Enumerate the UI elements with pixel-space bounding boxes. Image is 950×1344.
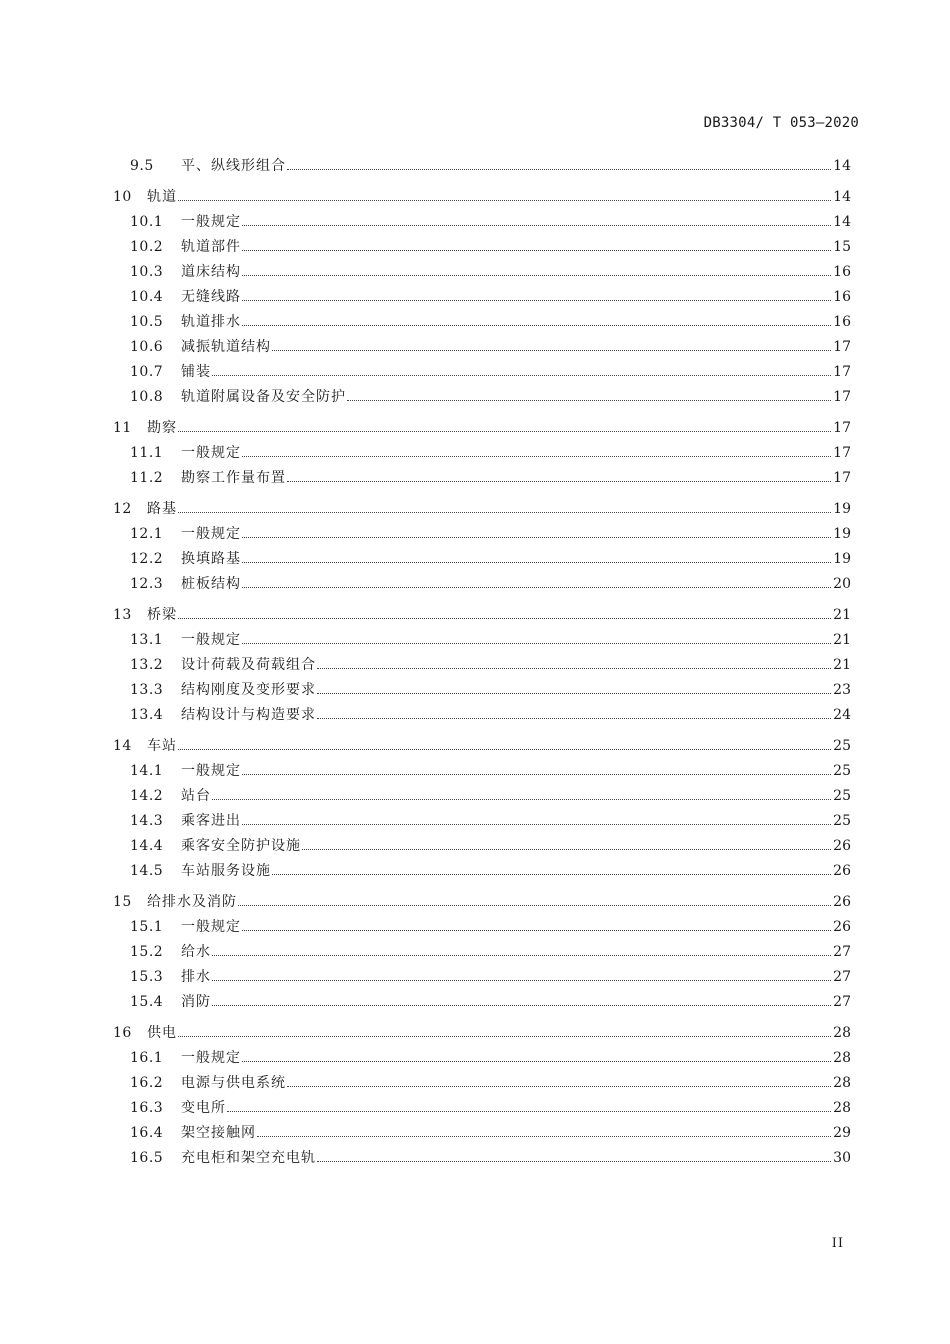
toc-entry-page: 26 (833, 838, 851, 854)
toc-entry-title: 一般规定 (181, 632, 241, 648)
toc-entry-page: 28 (833, 1075, 851, 1091)
page-number: II (831, 1236, 844, 1251)
toc-section-entry[interactable] (113, 1098, 851, 1123)
toc-section-entry[interactable] (113, 1048, 851, 1073)
dot-leader (272, 861, 831, 875)
toc-entry-page: 25 (833, 738, 851, 754)
toc-section-entry[interactable] (113, 836, 851, 861)
dot-leader (242, 1048, 831, 1062)
toc-section-entry[interactable] (113, 1073, 851, 1098)
dot-leader (257, 1123, 831, 1137)
toc-section-entry[interactable] (113, 1123, 851, 1148)
dot-leader (242, 287, 831, 301)
toc-entry-page: 23 (833, 682, 851, 698)
toc-entry-title: 车站 (147, 738, 177, 754)
toc-entry-page: 27 (833, 969, 851, 985)
toc-entry-number: 13.1 (130, 632, 164, 648)
toc-entry-title: 减振轨道结构 (181, 339, 271, 355)
toc-entry-page: 20 (833, 576, 851, 592)
toc-entry-number: 16.2 (130, 1075, 164, 1091)
toc-entry-title: 轨道附属设备及安全防护 (181, 389, 346, 405)
toc-entry-page: 17 (833, 420, 851, 436)
toc-section-entry[interactable] (113, 992, 851, 1017)
toc-entry-number: 10.5 (130, 314, 164, 330)
toc-chapter-entry[interactable] (113, 1023, 851, 1048)
dot-leader (317, 1148, 831, 1162)
toc-entry-number: 15.3 (130, 969, 164, 985)
dot-leader (212, 942, 831, 956)
toc-entry-number: 10 (113, 189, 132, 205)
toc-entry-title: 一般规定 (181, 445, 241, 461)
toc-section-entry[interactable] (113, 1148, 851, 1173)
toc-entry-page: 19 (833, 501, 851, 517)
dot-leader (242, 549, 831, 563)
dot-leader (302, 836, 831, 850)
toc-entry-title: 桥梁 (147, 607, 177, 623)
toc-entry-page: 28 (833, 1050, 851, 1066)
toc-entry-page: 16 (833, 314, 851, 330)
toc-entry-title: 设计荷载及荷载组合 (181, 657, 316, 673)
toc-entry-number: 10.7 (130, 364, 164, 380)
toc-section-entry[interactable] (113, 761, 851, 786)
toc-chapter-entry[interactable] (113, 892, 851, 917)
toc-entry-title: 电源与供电系统 (181, 1075, 286, 1091)
toc-entry-title: 勘察工作量布置 (181, 470, 286, 486)
dot-leader (317, 680, 831, 694)
toc-section-entry[interactable] (113, 574, 851, 599)
toc-entry-number: 14.3 (130, 813, 164, 829)
toc-entry-number: 11 (113, 420, 132, 436)
toc-entry-number: 13.2 (130, 657, 164, 673)
toc-entry-title: 无缝线路 (181, 289, 241, 305)
dot-leader (238, 892, 831, 906)
toc-entry-page: 16 (833, 264, 851, 280)
toc-entry-number: 13.4 (130, 707, 164, 723)
toc-entry-number: 16 (113, 1025, 132, 1041)
toc-entry-title: 架空接触网 (181, 1125, 256, 1141)
toc-entry-title: 路基 (147, 501, 177, 517)
toc-entry-number: 14 (113, 738, 132, 754)
toc-entry-number: 10.8 (130, 389, 164, 405)
toc-section-entry[interactable] (113, 337, 851, 362)
dot-leader (178, 499, 831, 513)
toc-entry-number: 16.4 (130, 1125, 164, 1141)
dot-leader (287, 468, 831, 482)
toc-entry-number: 14.1 (130, 763, 164, 779)
toc-entry-page: 14 (833, 189, 851, 205)
toc-entry-page: 25 (833, 788, 851, 804)
toc-entry-page: 21 (833, 607, 851, 623)
toc-entry-number: 9.5 (130, 158, 154, 174)
dot-leader (212, 362, 831, 376)
toc-entry-page: 14 (833, 158, 851, 174)
dot-leader (242, 443, 831, 457)
toc-section-entry[interactable] (113, 811, 851, 836)
dot-leader (317, 655, 831, 669)
toc-entry-title: 一般规定 (181, 919, 241, 935)
toc-entry-title: 消防 (181, 994, 211, 1010)
dot-leader (272, 337, 831, 351)
toc-entry-page: 27 (833, 944, 851, 960)
toc-section-entry[interactable] (113, 387, 851, 412)
dot-leader (242, 237, 831, 251)
dot-leader (242, 262, 831, 276)
toc-entry-page: 15 (833, 239, 851, 255)
dot-leader (242, 312, 831, 326)
toc-entry-title: 轨道排水 (181, 314, 241, 330)
dot-leader (178, 1023, 831, 1037)
toc-section-entry[interactable] (113, 287, 851, 312)
toc-entry-title: 一般规定 (181, 1050, 241, 1066)
table-of-contents (113, 156, 851, 1173)
toc-entry-number: 11.1 (130, 445, 164, 461)
toc-section-entry[interactable] (113, 237, 851, 262)
toc-section-entry[interactable] (113, 549, 851, 574)
toc-entry-title: 一般规定 (181, 763, 241, 779)
dot-leader (242, 630, 831, 644)
toc-entry-title: 变电所 (181, 1100, 226, 1116)
toc-entry-page: 17 (833, 364, 851, 380)
toc-entry-number: 10.3 (130, 264, 164, 280)
toc-section-entry[interactable] (113, 786, 851, 811)
dot-leader (242, 917, 831, 931)
dot-leader (212, 786, 831, 800)
toc-entry-page: 16 (833, 289, 851, 305)
toc-entry-title: 平、纵线形组合 (181, 158, 286, 174)
toc-entry-page: 28 (833, 1100, 851, 1116)
dot-leader (242, 212, 831, 226)
toc-chapter-entry[interactable] (113, 418, 851, 443)
toc-entry-page: 17 (833, 389, 851, 405)
toc-entry-page: 19 (833, 526, 851, 542)
toc-entry-page: 29 (833, 1125, 851, 1141)
toc-section-entry[interactable] (113, 262, 851, 287)
toc-entry-number: 13.3 (130, 682, 164, 698)
toc-entry-number: 14.2 (130, 788, 164, 804)
dot-leader (178, 605, 831, 619)
toc-entry-number: 16.1 (130, 1050, 164, 1066)
toc-entry-title: 换填路基 (181, 551, 241, 567)
toc-section-entry[interactable] (113, 156, 851, 181)
toc-entry-page: 26 (833, 863, 851, 879)
dot-leader (212, 967, 831, 981)
dot-leader (287, 1073, 831, 1087)
toc-entry-title: 道床结构 (181, 264, 241, 280)
toc-entry-title: 轨道部件 (181, 239, 241, 255)
toc-entry-title: 一般规定 (181, 526, 241, 542)
toc-section-entry[interactable] (113, 312, 851, 337)
toc-section-entry[interactable] (113, 212, 851, 237)
toc-entry-title: 站台 (181, 788, 211, 804)
toc-entry-title: 勘察 (147, 420, 177, 436)
document-code: DB3304/ T 053—2020 (703, 115, 859, 131)
toc-entry-number: 16.5 (130, 1150, 164, 1166)
dot-leader (212, 992, 831, 1006)
toc-entry-number: 14.5 (130, 863, 164, 879)
toc-entry-page: 25 (833, 763, 851, 779)
toc-entry-page: 17 (833, 470, 851, 486)
toc-entry-title: 一般规定 (181, 214, 241, 230)
toc-entry-number: 12.1 (130, 526, 164, 542)
toc-entry-page: 25 (833, 813, 851, 829)
toc-chapter-entry[interactable] (113, 605, 851, 630)
toc-entry-title: 乘客进出 (181, 813, 241, 829)
toc-entry-title: 充电柜和架空充电轨 (181, 1150, 316, 1166)
toc-section-entry[interactable] (113, 630, 851, 655)
dot-leader (317, 705, 831, 719)
toc-entry-number: 11.2 (130, 470, 164, 486)
toc-entry-title: 结构刚度及变形要求 (181, 682, 316, 698)
toc-entry-number: 10.4 (130, 289, 164, 305)
toc-section-entry[interactable] (113, 705, 851, 730)
dot-leader (242, 761, 831, 775)
toc-section-entry[interactable] (113, 917, 851, 942)
toc-entry-title: 车站服务设施 (181, 863, 271, 879)
toc-entry-number: 14.4 (130, 838, 164, 854)
toc-section-entry[interactable] (113, 861, 851, 886)
dot-leader (178, 187, 831, 201)
toc-entry-title: 排水 (181, 969, 211, 985)
toc-entry-title: 桩板结构 (181, 576, 241, 592)
toc-entry-number: 10.6 (130, 339, 164, 355)
toc-chapter-entry[interactable] (113, 499, 851, 524)
toc-entry-number: 15.4 (130, 994, 164, 1010)
toc-entry-page: 26 (833, 919, 851, 935)
toc-entry-title: 乘客安全防护设施 (181, 838, 301, 854)
dot-leader (347, 387, 831, 401)
toc-chapter-entry[interactable] (113, 187, 851, 212)
toc-entry-number: 16.3 (130, 1100, 164, 1116)
toc-entry-page: 17 (833, 339, 851, 355)
toc-section-entry[interactable] (113, 362, 851, 387)
toc-section-entry[interactable] (113, 967, 851, 992)
toc-entry-number: 15 (113, 894, 132, 910)
toc-entry-page: 28 (833, 1025, 851, 1041)
dot-leader (178, 418, 831, 432)
toc-entry-page: 21 (833, 657, 851, 673)
dot-leader (242, 574, 831, 588)
toc-entry-page: 14 (833, 214, 851, 230)
toc-entry-number: 15.2 (130, 944, 164, 960)
toc-entry-title: 给水 (181, 944, 211, 960)
toc-entry-number: 15.1 (130, 919, 164, 935)
toc-entry-number: 13 (113, 607, 132, 623)
toc-section-entry[interactable] (113, 443, 851, 468)
toc-entry-page: 21 (833, 632, 851, 648)
dot-leader (178, 736, 831, 750)
toc-entry-number: 10.1 (130, 214, 164, 230)
dot-leader (242, 524, 831, 538)
toc-section-entry[interactable] (113, 680, 851, 705)
toc-entry-number: 10.2 (130, 239, 164, 255)
toc-entry-page: 24 (833, 707, 851, 723)
toc-entry-title: 供电 (147, 1025, 177, 1041)
toc-entry-page: 26 (833, 894, 851, 910)
dot-leader (242, 811, 831, 825)
toc-section-entry[interactable] (113, 655, 851, 680)
toc-entry-title: 给排水及消防 (147, 894, 237, 910)
toc-entry-title: 结构设计与构造要求 (181, 707, 316, 723)
toc-entry-page: 19 (833, 551, 851, 567)
toc-entry-number: 12.2 (130, 551, 164, 567)
dot-leader (287, 156, 831, 170)
toc-entry-title: 轨道 (147, 189, 177, 205)
toc-entry-page: 30 (833, 1150, 851, 1166)
toc-chapter-entry[interactable] (113, 736, 851, 761)
toc-entry-page: 27 (833, 994, 851, 1010)
toc-entry-page: 17 (833, 445, 851, 461)
toc-entry-number: 12.3 (130, 576, 164, 592)
toc-entry-number: 12 (113, 501, 132, 517)
toc-section-entry[interactable] (113, 942, 851, 967)
toc-section-entry[interactable] (113, 524, 851, 549)
toc-entry-title: 铺装 (181, 364, 211, 380)
dot-leader (227, 1098, 831, 1112)
toc-section-entry[interactable] (113, 468, 851, 493)
